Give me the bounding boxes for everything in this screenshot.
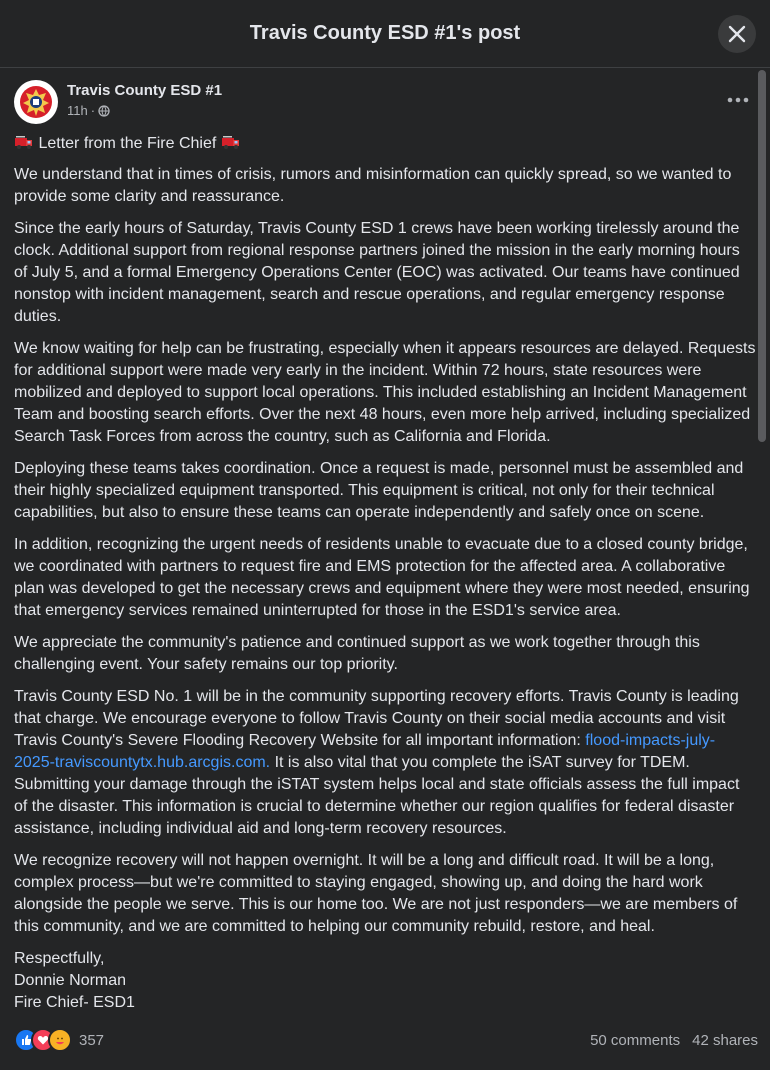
- post-paragraph: In addition, recognizing the urgent needs of residents unable to evacuate due to a closed county bridge, we coordinated with partners to request fire and EMS protection for the affected area. A collaborative plan was developed to get the necessary crews and equipment where they were most needed, ensuring that emergency services remained uninterrupted for those in the ESD1's service area.: [14, 536, 750, 619]
- post-paragraph: Since the early hours of Saturday, Travis County ESD 1 crews have been working tirelessly around the clock. Additional support from regional response partners joined the mission in the early morning hours of July 5, and a formal Emergency Operations Center (EOC) was activated. Our teams have continued nonstop with incident management, search and rescue operations, and regular emergency response duties.: [14, 220, 740, 325]
- post-paragraph: We appreciate the community's patience and continued support as we work together through this challenging event. Your safety remains our top priority.: [14, 634, 700, 673]
- globe-icon: [98, 105, 110, 117]
- scrollbar[interactable]: [758, 70, 766, 442]
- fire-department-logo-icon: [16, 82, 56, 122]
- fire-truck-icon: [14, 134, 34, 150]
- post-paragraph-recovery: [14, 686, 756, 840]
- recovery-text-continued: It is also vital that you complete the iSAT survey for TDEM. Submitting your damage through the iSTAT system helps local and state officials assess the full impact of the disaster. This information is crucial to determine whether our region qualifies for federal disaster assistance, including individual aid and long-term recovery resources.: [14, 754, 740, 837]
- signature-line: Respectfully,: [14, 950, 105, 967]
- engagement-counts: [590, 1032, 758, 1049]
- signature-line: Donnie Norman: [14, 972, 127, 989]
- post-paragraph: We understand that in times of crisis, rumors and misinformation can quickly spread, so we wanted to provide some clarity and reassurance.: [14, 166, 732, 205]
- post-paragraph: We know waiting for help can be frustrating, especially when it appears resources are delayed. Requests for additional support were made very early in the incident. Within 72 hours, state resources were mobilized and deployed to support local operations. This included establishing an Incident Management Team and boosting search efforts. Over the next 48 hours, even more help arrived, including specialized Search Task Forces from across the country, such as California and Florida.: [14, 340, 756, 445]
- close-icon: [728, 25, 746, 43]
- dialog-title: Travis County ESD #1's post: [249, 22, 521, 44]
- post-heading-text: Letter from the Fire Chief: [38, 135, 217, 152]
- care-reaction-icon: [48, 1028, 72, 1052]
- post-footer: [14, 1028, 758, 1052]
- reaction-count: 357: [79, 1031, 105, 1049]
- recovery-text: Travis County ESD No. 1 will be in the community supporting recovery efforts. Travis County is leading that charge. We encourage everyone to follow Travis County on their social media accounts and visit Travis County's Severe Flooding Recovery Website for all important information:: [14, 688, 739, 749]
- comments-count[interactable]: 50 comments: [590, 1031, 681, 1049]
- post-paragraph-closing: We recognize recovery will not happen overnight. It will be a long and difficult road. It will be a long, complex process—but we're committed to staying engaged, showing up, and doing the hard work alongside the people we serve. This is our home too. We are not just responders—we are members of this community, and we are committed to helping our community rebuild, restore, and heal.: [14, 852, 738, 935]
- post-author: [14, 80, 222, 124]
- post-paragraph: Deploying these teams takes coordination. Once a request is made, personnel must be assembled and their highly specialized equipment transported. This equipment is critical, not only for their technical capabilities, but also to ensure these teams can operate independently and safely once on scene.: [14, 460, 744, 521]
- signature: [14, 948, 756, 1014]
- close-button[interactable]: [718, 15, 756, 53]
- more-options-button[interactable]: [726, 90, 750, 110]
- author-name[interactable]: Travis County ESD #1: [67, 82, 223, 99]
- post-meta: [67, 103, 222, 118]
- post-body: [14, 133, 756, 1024]
- more-options-icon: [726, 90, 750, 110]
- post-heading: [14, 133, 756, 155]
- reactions-summary[interactable]: [14, 1028, 104, 1052]
- post-time[interactable]: 11h: [67, 103, 88, 118]
- dialog-header: [0, 0, 770, 68]
- fire-truck-icon: [221, 134, 241, 150]
- avatar[interactable]: [14, 80, 58, 124]
- signature-line: Fire Chief- ESD1: [14, 994, 135, 1011]
- shares-count[interactable]: 42 shares: [692, 1031, 758, 1049]
- meta-separator: ·: [90, 103, 96, 118]
- recovery-website-link[interactable]: flood-impacts-july-2025-traviscountytx.hub.arcgis.com.: [14, 732, 716, 771]
